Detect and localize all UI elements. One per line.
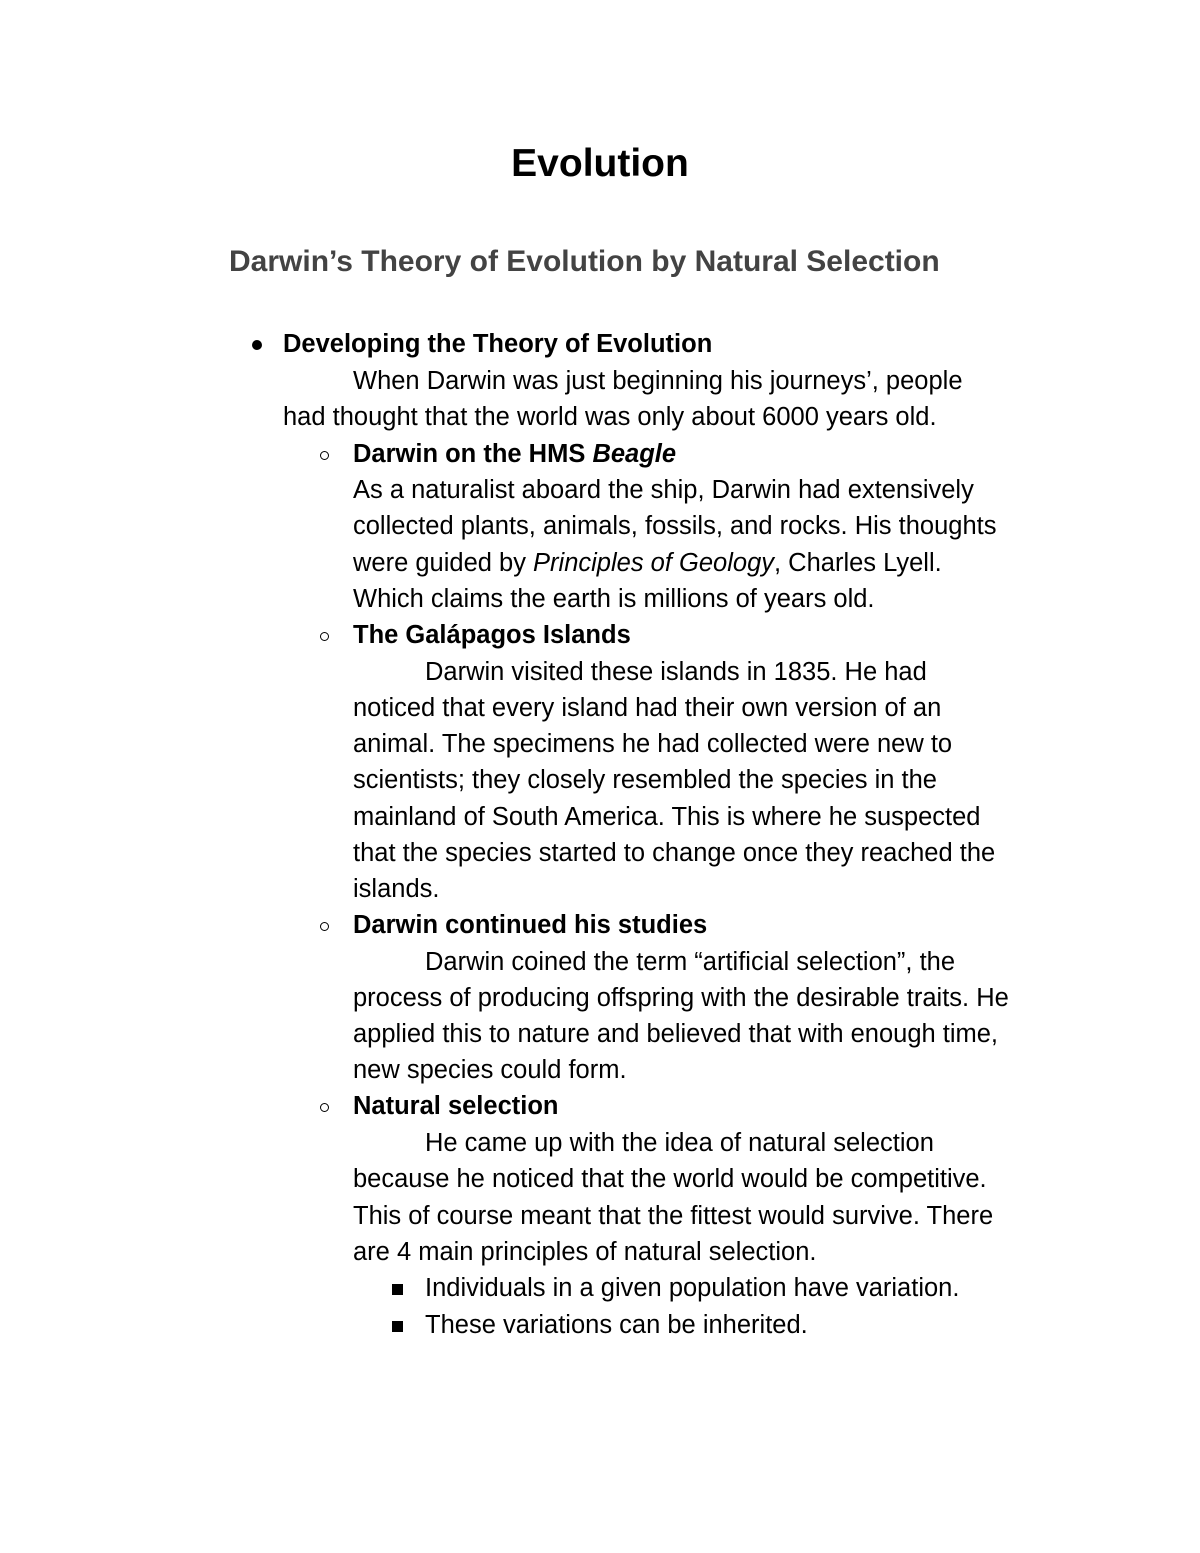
- beagle-heading-italic: Beagle: [592, 440, 677, 468]
- paragraph-line: As a naturalist aboard the ship, Darwin had extensively: [353, 476, 974, 504]
- paragraph-line: scientists; they closely resembled the species in the: [353, 766, 937, 794]
- beagle-line3-prefix: were guided by: [353, 549, 534, 577]
- bullet-filled-icon: [252, 340, 262, 350]
- paragraph-line: Which claims the earth is millions of years old.: [353, 585, 875, 613]
- paragraph-line: This of course meant that the fittest would survive. There: [353, 1202, 994, 1230]
- paragraph-line: process of producing offspring with the desirable traits. He: [353, 984, 1009, 1012]
- section-heading-developing: Developing the Theory of Evolution: [283, 330, 713, 358]
- paragraph-line: animal. The specimens he had collected were new to: [353, 730, 953, 758]
- book-title-italic: Principles of Geology: [533, 549, 775, 577]
- bullet-square-icon: [392, 1321, 403, 1332]
- paragraph-line: He came up with the idea of natural selection: [425, 1129, 934, 1157]
- bullet-hollow-icon: [320, 922, 329, 931]
- bullet-hollow-icon: [320, 451, 329, 460]
- principle-list-item: Individuals in a given population have variation.: [425, 1274, 960, 1302]
- subsection-heading-natural-selection: Natural selection: [353, 1092, 559, 1120]
- paragraph-line: because he noticed that the world would be competitive.: [353, 1165, 987, 1193]
- paragraph-line: are 4 main principles of natural selection.: [353, 1238, 817, 1266]
- paragraph-line: applied this to nature and believed that with enough time,: [353, 1020, 999, 1048]
- document-subtitle: Darwin’s Theory of Evolution by Natural Selection: [229, 245, 940, 278]
- paragraph-line: collected plants, animals, fossils, and rocks. His thoughts: [353, 512, 997, 540]
- subsection-heading-galapagos: The Galápagos Islands: [353, 621, 631, 649]
- paragraph-line: had thought that the world was only about 6000 years old.: [283, 403, 937, 431]
- paragraph-line: noticed that every island had their own version of an: [353, 694, 942, 722]
- paragraph-line: Darwin visited these islands in 1835. He had: [425, 658, 927, 686]
- bullet-hollow-icon: [320, 1103, 329, 1112]
- bullet-hollow-icon: [320, 632, 329, 641]
- paragraph-line: islands.: [353, 875, 440, 903]
- paragraph-line: When Darwin was just beginning his journeys’, people: [353, 367, 963, 395]
- document-title: Evolution: [511, 142, 689, 185]
- bullet-square-icon: [392, 1284, 403, 1295]
- subsection-heading-beagle: [353, 436, 676, 472]
- paragraph-line: new species could form.: [353, 1056, 627, 1084]
- paragraph-line: that the species started to change once they reached the: [353, 839, 996, 867]
- paragraph-line: mainland of South America. This is where he suspected: [353, 803, 981, 831]
- subsection-heading-studies: Darwin continued his studies: [353, 911, 708, 939]
- paragraph-line: Darwin coined the term “artificial selection”, the: [425, 948, 956, 976]
- beagle-heading-prefix: Darwin on the HMS: [353, 440, 593, 468]
- beagle-line3-suffix: , Charles Lyell.: [774, 549, 942, 577]
- principle-list-item: These variations can be inherited.: [425, 1311, 808, 1339]
- paragraph-line: [353, 545, 942, 581]
